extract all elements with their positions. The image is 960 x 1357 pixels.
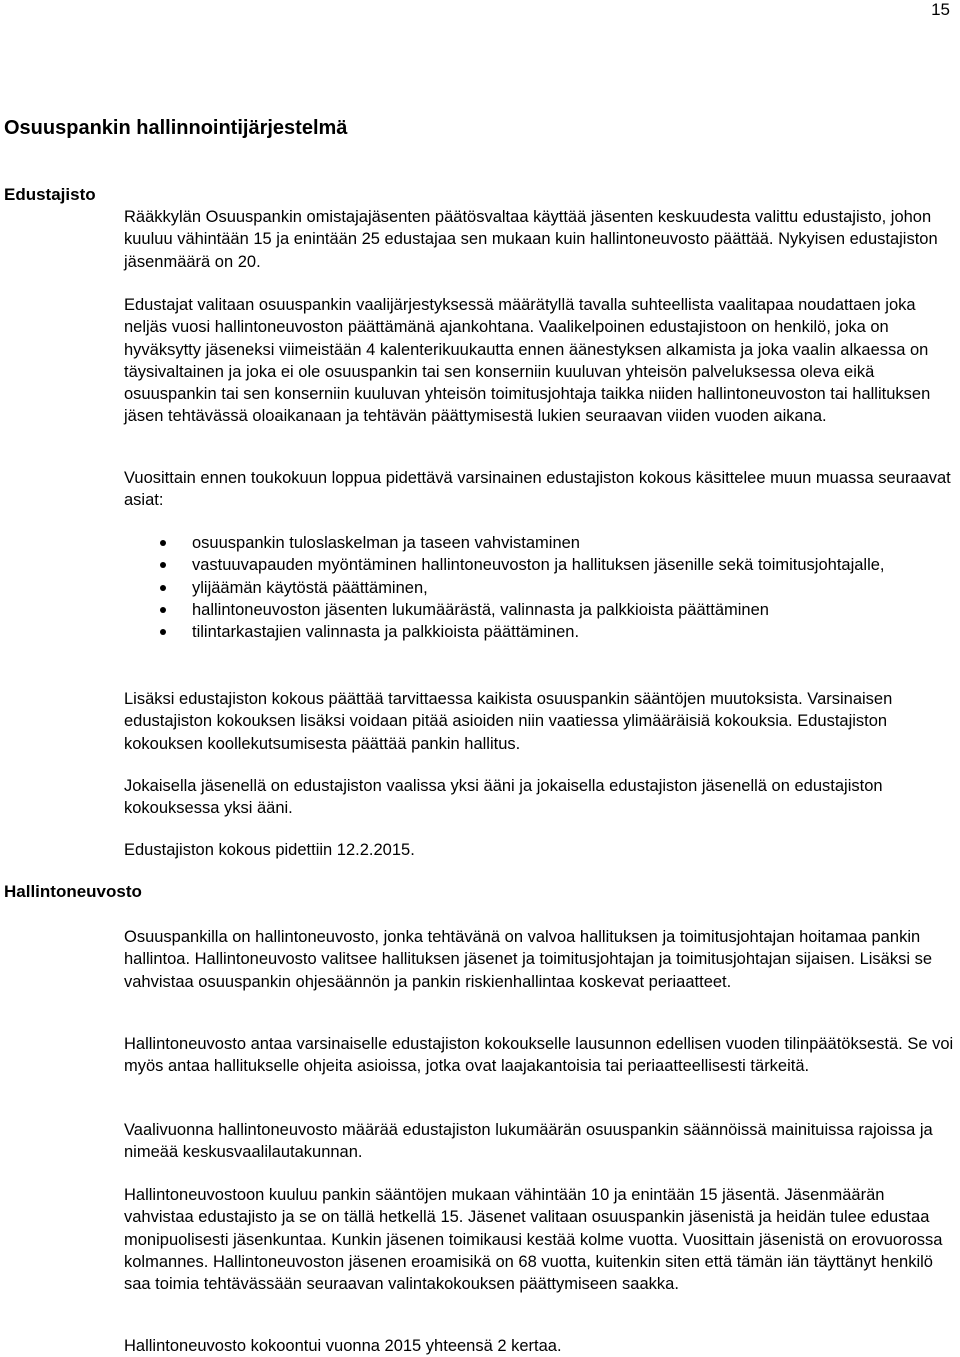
hallintoneuvosto-paragraph-4: Hallintoneuvostoon kuuluu pankin sääntöjen mukaan vähintään 10 ja enintään 15 jäsentä. Jäsenmäärän vahvistaa edustajisto ja se on tällä hetkellä 15. Jäsenet valitaan osuuspankin jäsenistä ja heidän tulee edustaa monipuolisesti jäsenkuntaa. Kunkin jäsenen toimikausi kestää kolme vuotta. Vuosittain jäsenistä on erovuorossa kolmannes. Hallintoneuvoston jäsenen eroamisikä on 68 vuotta, kuitenkin siten että tämän iän täyttänyt henkilö saa toimia tehtävässään seuraavan valintakokouksen päättymiseen saakka. (124, 1186, 943, 1294)
edustajisto-paragraph-1: Rääkkylän Osuuspankin omistajajäsenten päätösvaltaa käyttää jäsenten keskuudesta valittu edustajisto, johon kuuluu vähintään 15 ja enintään 25 edustajaa sen mukaan kuin hallintoneuvosto päättää. Nykyisen edustajiston jäsenmäärä on 20. (124, 208, 938, 271)
agenda-list (124, 532, 954, 643)
list-item: vastuuvapauden myöntäminen hallintoneuvoston ja hallituksen jäsenille sekä toimitusjohtajalle, (124, 554, 954, 576)
list-item: ylijäämän käytöstä päättäminen, (124, 577, 954, 599)
hallintoneuvosto-paragraph-1: Osuuspankilla on hallintoneuvosto, jonka tehtävänä on valvoa hallituksen ja toimitusjohtajan hoitamaa pankin hallintoa. Hallintoneuvosto valitsee hallituksen jäsenet ja toimitusjohtajan ja toimitusjohtajan sijaisen. Lisäksi se vahvistaa osuuspankin ohjesäännön ja pankin riskienhallintaa koskevat periaatteet. (124, 928, 933, 991)
page-title: Osuuspankin hallinnointijärjestelmä (4, 117, 348, 139)
page-number: 15 (931, 0, 950, 19)
section-heading-edustajisto: Edustajisto (4, 185, 96, 204)
edustajisto-paragraph-5: Jokaisella jäsenellä on edustajiston vaalissa yksi ääni ja jokaisella edustajiston jäsenellä on edustajiston kokouksessa yksi ääni. (124, 777, 883, 818)
hallintoneuvosto-paragraph-2: Hallintoneuvosto antaa varsinaiselle edustajiston kokoukselle lausunnon edellisen vuoden tilinpäätöksestä. Se voi myös antaa hallitukselle ohjeita asioissa, jotka ovat laajakantoisia tai periaatteellisesti tärkeitä. (124, 1035, 954, 1076)
hallintoneuvosto-paragraph-5: Hallintoneuvosto kokoontui vuonna 2015 yhteensä 2 kertaa. (124, 1337, 562, 1355)
list-item: hallintoneuvoston jäsenten lukumäärästä, valinnasta ja palkkioista päättäminen (124, 599, 954, 621)
edustajisto-paragraph-2: Edustajat valitaan osuuspankin vaalijärjestyksessä määrätyllä tavalla suhteellista vaalitapaa noudattaen joka neljäs vuosi hallintoneuvoston päättämänä ajankohtana. Vaalikelpoinen edustajistoon on henkilö, joka on hyväksytty jäseneksi viimeistään 4 kalenterikuukautta ennen äänestyksen alkamista ja joka vaalin alkaessa on täysivaltainen ja joka ei ole osuuspankin tai sen konserniin kuuluvan yhteisön palveluksessa oleva eikä osuuspankin tai sen konserniin kuuluvan yhteisön toimitusjohtaja taikka niiden hallintoneuvoston tai hallituksen jäsen tehtävässä oloaikanaan ja tehtävän päättymisestä lukien seuraavan viiden vuoden aikana. (124, 296, 931, 426)
edustajisto-paragraph-6: Edustajiston kokous pidettiin 12.2.2015. (124, 841, 415, 859)
list-item: tilintarkastajien valinnasta ja palkkioista päättäminen. (124, 621, 954, 643)
section-heading-hallintoneuvosto: Hallintoneuvosto (4, 882, 142, 901)
list-item: osuuspankin tuloslaskelman ja taseen vahvistaminen (124, 532, 954, 554)
hallintoneuvosto-paragraph-3: Vaalivuonna hallintoneuvosto määrää edustajiston lukumäärän osuuspankin säännöissä mainituissa rajoissa ja nimeää keskusvaalilautakunnan. (124, 1121, 933, 1162)
edustajisto-paragraph-4: Lisäksi edustajiston kokous päättää tarvittaessa kaikista osuuspankin sääntöjen muutoksista. Varsinaisen edustajiston kokouksen lisäksi voidaan pitää asioiden niin vaatiessa ylimääräisiä kokouksia. Edustajiston kokouksen koollekutsumisesta päättää pankin hallitus. (124, 690, 893, 753)
edustajisto-paragraph-3: Vuosittain ennen toukokuun loppua pidettävä varsinainen edustajiston kokous käsittelee muun muassa seuraavat asiat: (124, 469, 951, 510)
